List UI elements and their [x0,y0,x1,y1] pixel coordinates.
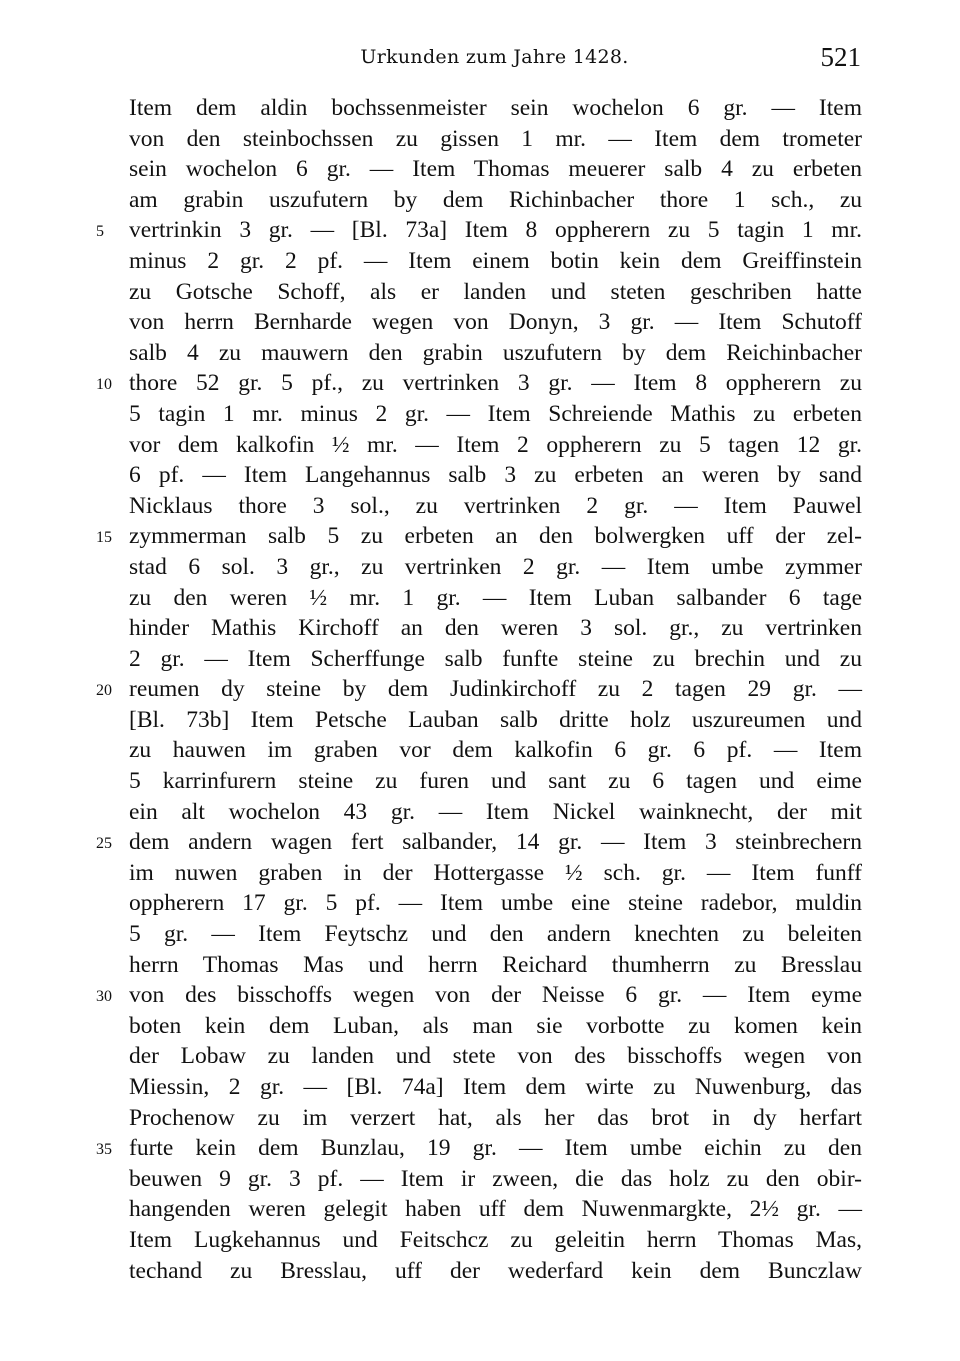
line-text: salb 4 zu mauwern den grabin uszufutern by dem Reichinbacher [129,339,862,366]
line-text: 5 tagin 1 mr. minus 2 gr. — Item Schreiende Mathis zu erbeten [129,400,862,427]
line-text: boten kein dem Luban, als man sie vorbotte zu komen kein [129,1012,862,1039]
line-text: vertrinkin 3 gr. — [Bl. 73a] Item 8 oppherern zu 5 tagin 1 mr. [129,217,862,244]
text-line [0,246,960,277]
line-text: hangenden weren gelegit haben uff dem Nuwenmargkte, 2½ gr. — [129,1196,862,1223]
text-line [0,1011,960,1042]
line-text: beuwen 9 gr. 3 pf. — Item ir zween, die das holz zu den obir- [129,1165,862,1192]
line-text: vor dem kalkofin ½ mr. — Item 2 oppherern zu 5 tagen 12 gr. [129,431,862,458]
text-line [0,430,960,461]
page-number: 521 [820,42,861,72]
line-text: zymmerman salb 5 zu erbeten an den bolwergken uff der zel- [129,523,862,550]
text-line [0,797,960,828]
text-line [0,1256,960,1287]
text-line [0,1194,960,1225]
line-text: dem andern wagen fert salbander, 14 gr. — Item 3 steinbrechern [129,829,862,856]
line-text: minus 2 gr. 2 pf. — Item einem botin kein dem Greiffinstein [129,247,862,274]
text-line [0,735,960,766]
text-line [0,124,960,155]
running-title: Urkunden zum Jahre 1428. [360,46,629,68]
line-text: stad 6 sol. 3 gr., zu vertrinken 2 gr. — Item umbe zymmer [129,553,862,580]
text-line [0,399,960,430]
text-line [0,766,960,797]
line-text: 5 karrinfurern steine zu furen und sant zu 6 tagen und eime [129,768,862,795]
text-line [0,674,960,705]
text-line [0,1103,960,1134]
text-line [0,154,960,185]
line-text: ein alt wochelon 43 gr. — Item Nickel wainknecht, der mit [129,798,862,825]
text-line [0,950,960,981]
text-line [0,919,960,950]
line-text: im nuwen graben in der Hottergasse ½ sch. gr. — Item funff [129,859,862,886]
line-text: hinder Mathis Kirchoff an den weren 3 sol. gr., zu vertrinken [129,615,862,642]
text-line [0,491,960,522]
line-text: sein wochelon 6 gr. — Item Thomas meuerer salb 4 zu erbeten [129,156,862,183]
text-line [0,888,960,919]
running-head [128,42,861,76]
line-text: Prochenow zu im verzert hat, als her das brot in dy herfart [129,1104,862,1131]
line-text: von den steinbochssen zu gissen 1 mr. — Item dem trometer [129,125,862,152]
line-text: zu den weren ½ mr. 1 gr. — Item Luban salbander 6 tage [129,584,862,611]
line-text: zu hauwen im graben vor dem kalkofin 6 gr. 6 pf. — Item [129,737,862,764]
line-text: Miessin, 2 gr. — [Bl. 74a] Item dem wirte zu Nuwenburg, das [129,1074,862,1100]
line-number: 15 [96,529,112,547]
text-line [0,644,960,675]
line-number: 20 [96,682,112,700]
text-line [0,307,960,338]
line-text: zu Gotsche Schoff, als er landen und steten geschriben hatte [129,278,862,305]
line-text: thore 52 gr. 5 pf., zu vertrinken 3 gr. — Item 8 oppherern zu [129,370,862,397]
text-line [0,368,960,399]
line-text: [Bl. 73b] Item Petsche Lauban salb dritte holz uszureumen und [129,706,862,733]
line-text: Nicklaus thore 3 sol., zu vertrinken 2 gr. — Item Pauwel [129,492,862,519]
line-text: am grabin uszufutern by dem Richinbacher thore 1 sch., zu [129,186,862,213]
text-line [0,583,960,614]
line-text: Item dem aldin bochssenmeister sein wochelon 6 gr. — Item [129,95,862,121]
line-text: herrn Thomas Mas und herrn Reichard thumherrn zu Bresslau [129,951,862,978]
line-text: techand zu Bresslau, uff der wederfard kein dem Bunczlaw [129,1257,862,1284]
text-line [0,185,960,216]
text-line [0,552,960,583]
text-line [0,521,960,552]
line-number: 35 [96,1141,112,1159]
line-text: der Lobaw zu landen und stete von des bisschoffs wegen von [129,1043,862,1070]
line-number: 10 [96,376,112,394]
text-line [0,1225,960,1256]
text-line [0,338,960,369]
text-line [0,1072,960,1103]
text-line [0,93,960,124]
body-text [0,93,960,1286]
text-line [0,277,960,308]
text-line [0,1164,960,1195]
text-line [0,613,960,644]
text-line [0,705,960,736]
line-text: 5 gr. — Item Feytschz und den andern knechten zu beleiten [129,921,862,948]
line-text: von des bisschoffs wegen von der Neisse 6 gr. — Item eyme [129,982,862,1009]
line-text: 2 gr. — Item Scherffunge salb funfte steine zu brechin und zu [129,645,862,672]
text-line [0,460,960,491]
line-text: reumen dy steine by dem Judinkirchoff zu 2 tagen 29 gr. — [129,676,862,703]
text-line [0,1041,960,1072]
line-number: 25 [96,835,112,853]
text-line [0,980,960,1011]
line-text: Item Lugkehannus und Feitschcz zu geleitin herrn Thomas Mas, [129,1226,862,1253]
line-text: oppherern 17 gr. 5 pf. — Item umbe eine steine radebor, muldin [129,890,862,917]
line-text: 6 pf. — Item Langehannus salb 3 zu erbeten an weren by sand [129,462,862,489]
line-text: von herrn Bernharde wegen von Donyn, 3 gr. — Item Schutoff [129,309,862,336]
text-line [0,827,960,858]
line-number: 5 [96,223,104,241]
text-line [0,1133,960,1164]
text-line [0,215,960,246]
line-text: furte kein dem Bunzlau, 19 gr. — Item umbe eichin zu den [129,1135,862,1162]
text-line [0,858,960,889]
line-number: 30 [96,988,112,1006]
